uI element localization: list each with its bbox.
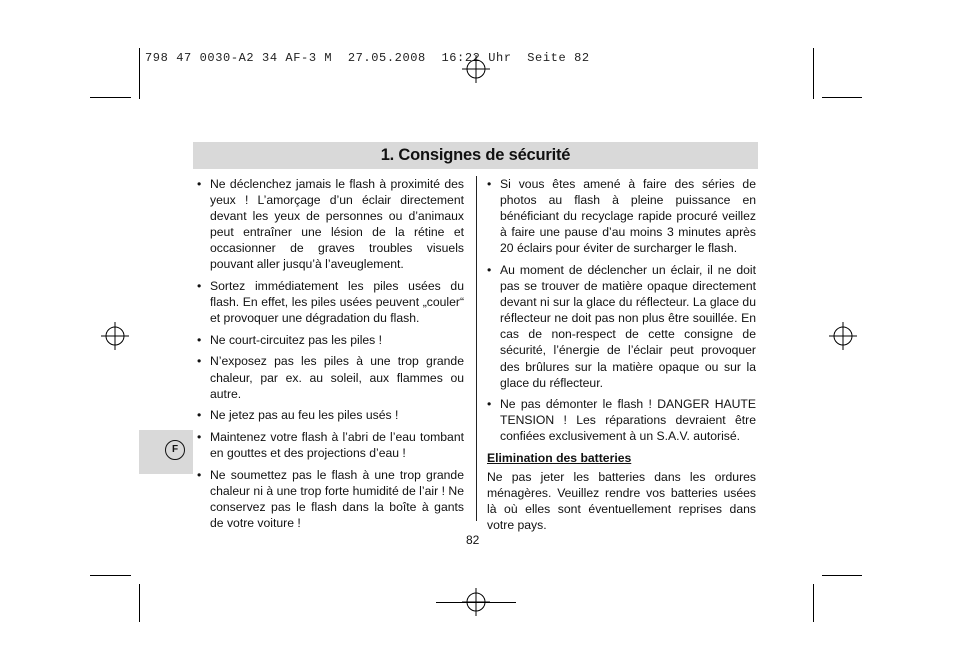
crop-mark-bottom-right-h [822, 575, 862, 576]
left-column [196, 176, 464, 536]
crop-mark-top-right-h [822, 97, 862, 98]
safety-list-left [196, 176, 464, 531]
crop-mark-top-left-h [90, 97, 131, 98]
crop-mark-bottom-right-v [813, 584, 814, 622]
registration-line-bottom [436, 602, 516, 603]
right-column [486, 176, 756, 533]
list-item: • Si vous êtes amené à faire des séries de photos au flash à pleine puissance en bénéficiant du recyclage rapide procuré veillez à faire une pause d’au moins 3 minutes après 20 éclairs pour éviter de surcharger le flash. [486, 176, 756, 256]
safety-list-right [486, 176, 756, 445]
list-item: • Maintenez votre flash à l’abri de l’eau tombant en gouttes et des projections d’eau ! [196, 429, 464, 461]
list-item: • Au moment de déclencher un éclair, il ne doit pas se trouver de matière opaque directement devant ni sur la glace du réflecteur. La glace du réflecteur ne doit pas non plus être souillée. En cas de non-respect de cette consigne de sécurité, l’énergie de l’éclair peut provoquer des brûlures sur la matière opaque ou sur la glace du réflecteur. [486, 262, 756, 391]
crop-mark-bottom-left-v [139, 584, 140, 622]
section-heading: Elimination des batteries [487, 451, 632, 465]
page-title: 1. Consignes de sécurité [380, 146, 571, 164]
column-divider [476, 176, 477, 521]
registration-mark-right-icon [829, 322, 857, 350]
list-item: • Ne jetez pas au feu les piles usés ! [196, 407, 464, 423]
title-bar [193, 142, 758, 169]
page-number: 82 [466, 533, 480, 547]
crop-mark-top-left-v [139, 48, 140, 99]
list-item: • Sortez immédiatement les piles usées du flash. En effet, les piles usées peuvent „couler“ et provoquer une dégradation du flash. [196, 278, 464, 326]
list-item: • N’exposez pas les piles à une trop grande chaleur, par ex. au soleil, aux flammes ou autre. [196, 353, 464, 401]
list-item: • Ne pas démonter le flash ! DANGER HAUTE TENSION ! Les réparations devraient être confiées exclusivement à un S.A.V. autorisé. [486, 396, 756, 444]
list-item: • Ne déclenchez jamais le flash à proximité des yeux ! L’amorçage d’un éclair directement devant les yeux de personnes ou d’animaux peut entraîner une lésion de la rétine et occasionner de graves troubles visuels pouvant aller jusqu’à l’aveuglement. [196, 176, 464, 273]
crop-mark-bottom-left-h [90, 575, 131, 576]
language-tab [139, 430, 193, 474]
language-badge: F [165, 440, 185, 460]
section-body: Ne pas jeter les batteries dans les ordures ménagères. Veuillez rendre vos batteries usées là où elles sont éventuellement reprises dans votre pays. [487, 470, 756, 533]
registration-mark-top-icon [462, 55, 490, 83]
registration-mark-left-icon [101, 322, 129, 350]
crop-mark-top-right-v [813, 48, 814, 99]
list-item: • Ne soumettez pas le flash à une trop grande chaleur ni à une trop forte humidité de l’air ! Ne conservez pas le flash dans la boîte à gants de votre voiture ! [196, 467, 464, 531]
printer-slug: 798 47 0030-A2 34 AF-3 M 27.05.2008 16:22 Uhr Seite 82 [145, 51, 590, 65]
list-item: • Ne court-circuitez pas les piles ! [196, 332, 464, 348]
